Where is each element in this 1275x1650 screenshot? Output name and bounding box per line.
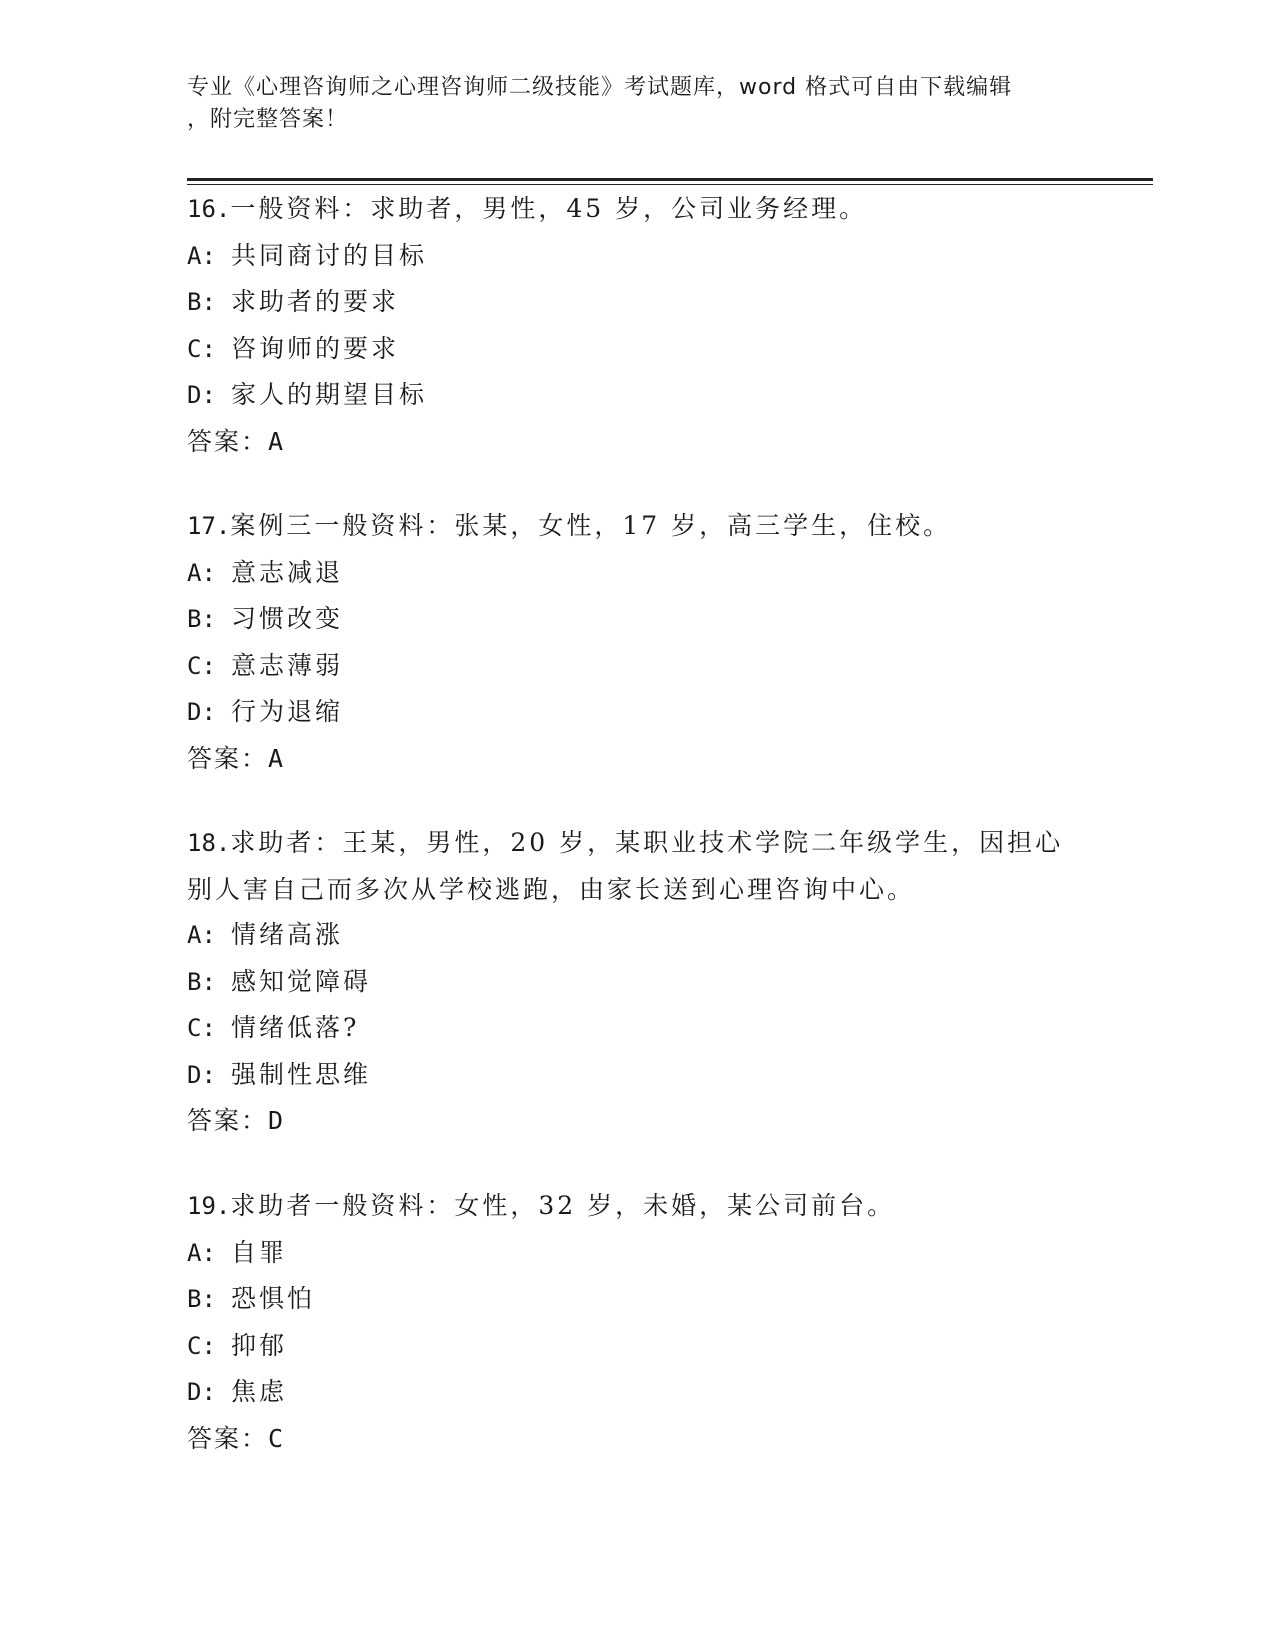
answer-line <box>187 419 1107 465</box>
option-letter: D: <box>187 1060 216 1089</box>
option-c <box>187 326 1107 373</box>
option-letter: B: <box>187 288 216 316</box>
option-letter: D: <box>187 698 216 726</box>
option-text: 焦虑 <box>231 1377 288 1406</box>
answer-label: 答案： <box>187 1106 269 1135</box>
question-stem-continued: 别人害自己而多次从学校逃跑，由家长送到心理咨询中心。 <box>187 874 916 904</box>
question-stem <box>187 820 1107 867</box>
answer-label: 答案： <box>187 743 269 773</box>
option-letter: A: <box>187 241 216 270</box>
question-17 <box>187 503 1107 781</box>
question-stem-line: 一般资料：求助者，男性，45 岁，公司业务经理。 <box>230 194 868 223</box>
option-d <box>187 689 1107 736</box>
option-letter: A: <box>187 558 216 587</box>
option-text: 情绪低落? <box>231 1013 360 1042</box>
option-letter: B: <box>187 967 216 996</box>
answer-value: C <box>268 1423 284 1453</box>
option-text: 咨询师的要求 <box>231 333 400 363</box>
answer-label: 答案： <box>187 426 269 456</box>
question-stem <box>187 1183 1107 1230</box>
option-text: 共同商讨的目标 <box>231 240 428 270</box>
option-text: 抑郁 <box>231 1330 288 1360</box>
option-b <box>187 959 1107 1006</box>
answer-value: A <box>268 743 284 773</box>
answer-value: A <box>268 426 284 456</box>
option-letter: D: <box>187 1378 216 1406</box>
question-stem-line: 案例三一般资料：张某，女性，17 岁，高三学生，住校。 <box>230 511 952 540</box>
option-text: 强制性思维 <box>231 1059 372 1089</box>
option-letter: D: <box>187 381 216 409</box>
option-text: 情绪高涨 <box>231 920 344 949</box>
answer-line <box>187 736 1107 782</box>
option-text: 意志减退 <box>231 557 344 587</box>
option-c <box>187 1323 1107 1370</box>
question-number: 17. <box>187 512 231 540</box>
option-b <box>187 279 1107 326</box>
header-divider-thick <box>187 178 1153 181</box>
option-a <box>187 912 1107 959</box>
option-text: 行为退缩 <box>231 697 344 726</box>
answer-label: 答案： <box>187 1423 269 1453</box>
answer-value: D <box>268 1106 284 1135</box>
option-a <box>187 1230 1107 1277</box>
option-b <box>187 1276 1107 1323</box>
option-letter: B: <box>187 605 216 633</box>
option-letter: C: <box>187 651 216 680</box>
option-letter: A: <box>187 921 216 949</box>
document-header <box>187 72 1087 136</box>
question-stem-line: 求助者：王某，男性，20 岁，某职业技术学院二年级学生，因担心 <box>230 828 1064 857</box>
question-stem <box>187 186 1107 233</box>
option-letter: C: <box>187 334 216 363</box>
option-letter: B: <box>187 1285 216 1313</box>
option-letter: C: <box>187 1331 216 1360</box>
option-c <box>187 1005 1107 1052</box>
option-text: 家人的期望目标 <box>231 380 428 409</box>
header-divider-thin <box>187 184 1153 185</box>
option-text: 求助者的要求 <box>231 287 400 316</box>
question-stem <box>187 503 1107 550</box>
option-d <box>187 1369 1107 1416</box>
question-18 <box>187 820 1107 1144</box>
option-text: 习惯改变 <box>231 604 344 633</box>
header-line-1: 专业《心理咨询师之心理咨询师二级技能》考试题库，word 格式可自由下载编辑 <box>187 75 1013 100</box>
option-text: 自罪 <box>231 1237 288 1267</box>
answer-line <box>187 1416 1107 1462</box>
header-line-2: ，附完整答案！ <box>187 107 349 132</box>
option-d <box>187 1052 1107 1099</box>
question-number: 18. <box>187 829 231 857</box>
question-number: 16. <box>187 195 231 223</box>
option-b <box>187 596 1107 643</box>
question-number: 19. <box>187 1192 231 1220</box>
option-a <box>187 233 1107 280</box>
option-a <box>187 550 1107 597</box>
question-stem-line: 求助者一般资料：女性，32 岁，未婚，某公司前台。 <box>230 1191 896 1220</box>
option-letter: A: <box>187 1238 216 1267</box>
question-16 <box>187 186 1107 464</box>
answer-line <box>187 1098 1107 1144</box>
option-c <box>187 643 1107 690</box>
question-19 <box>187 1183 1107 1461</box>
option-text: 感知觉障碍 <box>231 966 372 996</box>
option-text: 恐惧怕 <box>231 1284 316 1313</box>
option-text: 意志薄弱 <box>231 650 344 680</box>
option-letter: C: <box>187 1014 216 1042</box>
option-d <box>187 372 1107 419</box>
